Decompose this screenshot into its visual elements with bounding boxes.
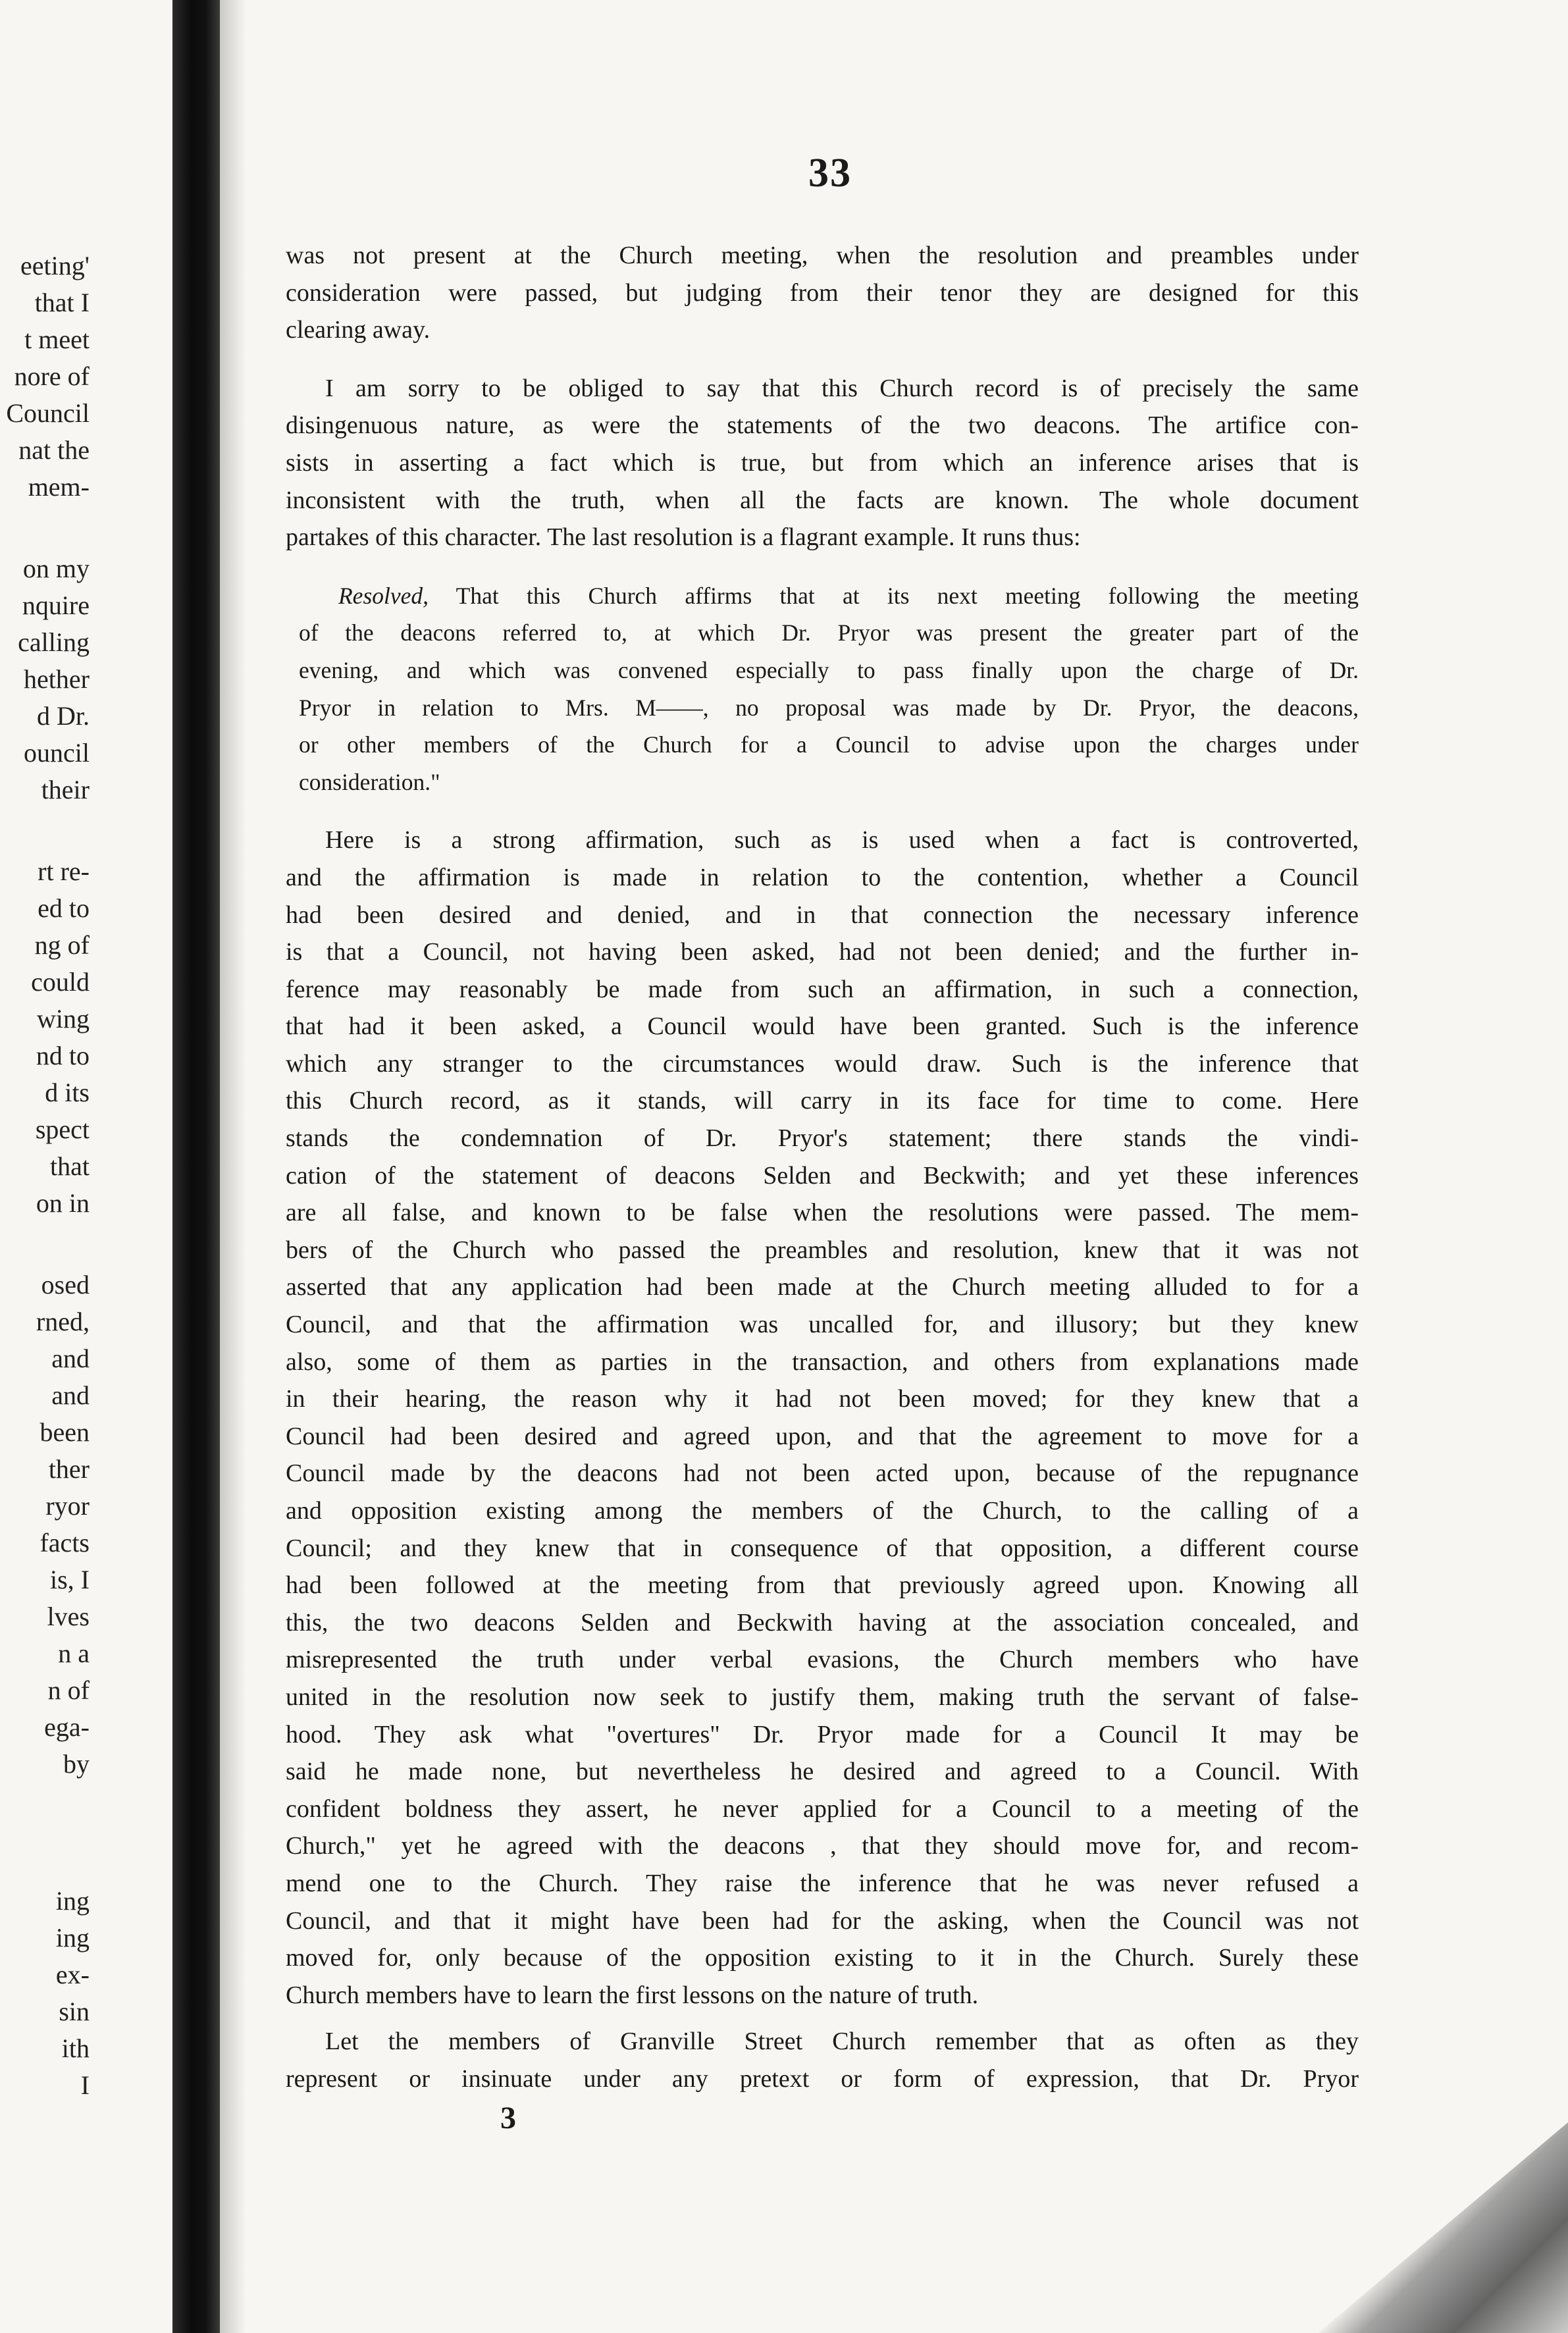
text-line: hood. They ask what "overtures" Dr. Pryor made for a Council It may be [286,1720,1359,1748]
text-line: stands the condemnation of Dr. Pryor's statement; there stands the vindi- [286,1124,1359,1153]
text-line: Council made by the deacons had not been acted upon, because of the repugnance [286,1459,1359,1488]
text-line: united in the resolution now seek to justify them, making truth the servant of false- [286,1683,1359,1711]
facing-page-fragment: nat the [18,435,90,465]
facing-page-fragment: ryor [45,1491,90,1521]
facing-page-fragment: n a [58,1638,90,1668]
text-line: are all false, and known to be false when the resolutions were passed. The mem- [286,1199,1359,1227]
facing-page-fragment: facts [39,1528,90,1558]
text-line: consideration were passed, but judging from their tenor they are designed for this [286,278,1359,307]
text-line: consideration." [299,768,440,795]
text-line: had been desired and denied, and in that connection the necessary inference [286,901,1359,929]
facing-page-fragment: rt re- [38,856,90,886]
facing-page-fragment: t meet [24,325,90,354]
facing-page-fragment: could [31,967,90,997]
facing-page-fragment: on in [36,1188,90,1218]
paragraph-3 [286,822,1359,2014]
text-line: I am sorry to be obliged to say that this Church record is of precisely the same [325,374,1359,402]
text-line: asserted that any application had been made at the Church meeting alluded to for a [286,1273,1359,1301]
facing-page-fragment: nquire [22,590,90,620]
text-line: Church members have to learn the first lessons on the nature of truth. [286,1981,979,2009]
text-line: sists in asserting a fact which is true, but from which an inference arises that is [286,448,1359,477]
facing-page-fragment: ed to [38,893,90,923]
text-line: bers of the Church who passed the preambles and resolution, knew that it was not [286,1236,1359,1264]
facing-page-fragment: hether [24,664,90,694]
facing-page-fragment: ther [48,1454,90,1484]
text-line: mend one to the Church. They raise the inference that he was never refused a [286,1869,1359,1897]
text-line: Council had been desired and agreed upon, and that the agreement to move for a [286,1422,1359,1450]
facing-page-fragment: calling [18,627,90,657]
facing-page-fragment: been [39,1417,90,1447]
page-number: 33 [808,151,852,196]
facing-page-fragment: ng of [34,930,90,960]
text-line: said he made none, but nevertheless he desired and agreed to a Council. With [286,1758,1359,1786]
gutter-shadow [220,0,246,2333]
facing-page-fragment: nd to [36,1041,90,1070]
text-line: ference may reasonably be made from such an affirmation, in such a connection, [286,975,1359,1003]
facing-page-fragment: ouncil [24,738,90,768]
facing-page-fragment: rned, [36,1307,90,1336]
facing-page-fragment: d Dr. [37,701,90,731]
text-line: also, some of them as parties in the transaction, and others from explanations made [286,1348,1359,1376]
facing-page-fragment: wing [37,1004,90,1034]
facing-page-fragment: ing [55,1886,90,1916]
text-line: partakes of this character. The last resolution is a flagrant example. It runs thus: [286,523,1081,552]
facing-page-fragment: spect [35,1114,90,1144]
facing-page-fragment: and [51,1344,90,1373]
facing-page-fragment: n of [47,1675,90,1705]
text-line: evening, and which was convened especially to pass finally upon the charge of Dr. [299,656,1359,683]
body-text [286,237,1359,2098]
text-line: Council, and that it might have been had for the asking, when the Council was not [286,1906,1359,1935]
paragraph-1 [286,237,1359,349]
facing-page-fragment: I [80,2070,90,2100]
text-line: confident boldness they assert, he never applied for a Council to a meeting of the [286,1795,1359,1823]
paragraph-4 [286,2023,1359,2097]
facing-page-fragment: that I [34,288,90,317]
text-line: clearing away. [286,316,431,344]
text-line: Here is a strong affirmation, such as is used when a fact is controverted, [325,826,1359,854]
text-line: is that a Council, not having been asked, had not been denied; and the further in- [286,938,1359,966]
text-line: moved for, only because of the opposition existing to it in the Church. Surely these [286,1944,1359,1972]
text-line: Council, and that the affirmation was uncalled for, and illusory; but they knew [286,1311,1359,1339]
facing-page-fragment: on my [22,554,90,583]
text-line: was not present at the Church meeting, when the resolution and preambles under [286,242,1359,269]
text-line: represent or insinuate under any pretext or form of expression, that Dr. Pryor [286,2064,1359,2093]
facing-page-fragment: ith [61,2033,90,2063]
text-line: and the affirmation is made in relation to the contention, whether a Council [286,863,1359,891]
facing-page-fragment: ex- [55,1960,90,1989]
facing-page-fragment: that [50,1151,90,1181]
text-line: which any stranger to the circumstances would draw. Such is the inference that [286,1049,1359,1078]
facing-page-fragment: lves [47,1602,90,1631]
text-line: this Church record, as it stands, will carry in its face for time to come. Here [286,1087,1359,1115]
page-corner-shadow [1318,2122,1568,2333]
text-line: Pryor in relation to Mrs. M——, no proposal was made by Dr. Pryor, the deacons, [299,694,1359,721]
quoted-resolution [286,577,1359,801]
facing-page-fragment: and [51,1380,90,1410]
facing-page-fragment: ega- [44,1712,90,1742]
text-line: misrepresented the truth under verbal evasions, the Church members who have [286,1646,1359,1674]
facing-page-fragment: ing [55,1923,90,1953]
text-line: disingenuous nature, as were the statements of the two deacons. The artifice con- [286,411,1359,440]
text-line: in their hearing, the reason why it had not been moved; for they knew that a [286,1385,1359,1413]
binding-gutter [172,0,220,2333]
text-line: inconsistent with the truth, when all the facts are known. The whole document [286,486,1359,514]
text-line: that had it been asked, a Council would have been granted. Such is the inference [286,1012,1359,1041]
facing-page-fragment: nore of [14,361,90,391]
facing-page-fragment: is, I [50,1565,90,1594]
facing-page-edge [0,0,158,2333]
facing-page-fragment: by [63,1749,90,1779]
text-line: had been followed at the meeting from that previously agreed upon. Knowing all [286,1571,1359,1600]
facing-page-fragment: eeting' [20,251,90,280]
text-line: of the deacons referred to, at which Dr. Pryor was present the greater part of the [299,619,1359,646]
paragraph-2 [286,370,1359,556]
text-line [286,577,1359,615]
text-line: and opposition existing among the members of the Church, to the calling of a [286,1497,1359,1525]
facing-page-fragment: Council [6,398,90,428]
text-line: Let the members of Granville Street Church remember that as often as they [325,2028,1359,2056]
facing-page-fragment: osed [41,1270,90,1299]
text-line: Church," yet he agreed with the deacons , that they should move for, and recom- [286,1832,1359,1860]
text-line: or other members of the Church for a Council to advise upon the charges under [299,731,1359,758]
resolved-label: Resolved, [338,582,429,609]
facing-page-fragment: d its [45,1078,90,1107]
signature-mark: 3 [500,2101,516,2136]
text-line: this, the two deacons Selden and Beckwith having at the association concealed, and [286,1608,1359,1637]
text-line: cation of the statement of deacons Selden and Beckwith; and yet these inferences [286,1161,1359,1190]
quote-text: That this Church affirms that at its next meeting following the meeting [429,582,1359,609]
text-line: Council; and they knew that in consequence of that opposition, a different course [286,1534,1359,1562]
facing-page-fragment: their [41,775,90,804]
facing-page-fragment: mem- [28,472,90,502]
facing-page-fragment: sin [59,1997,90,2026]
